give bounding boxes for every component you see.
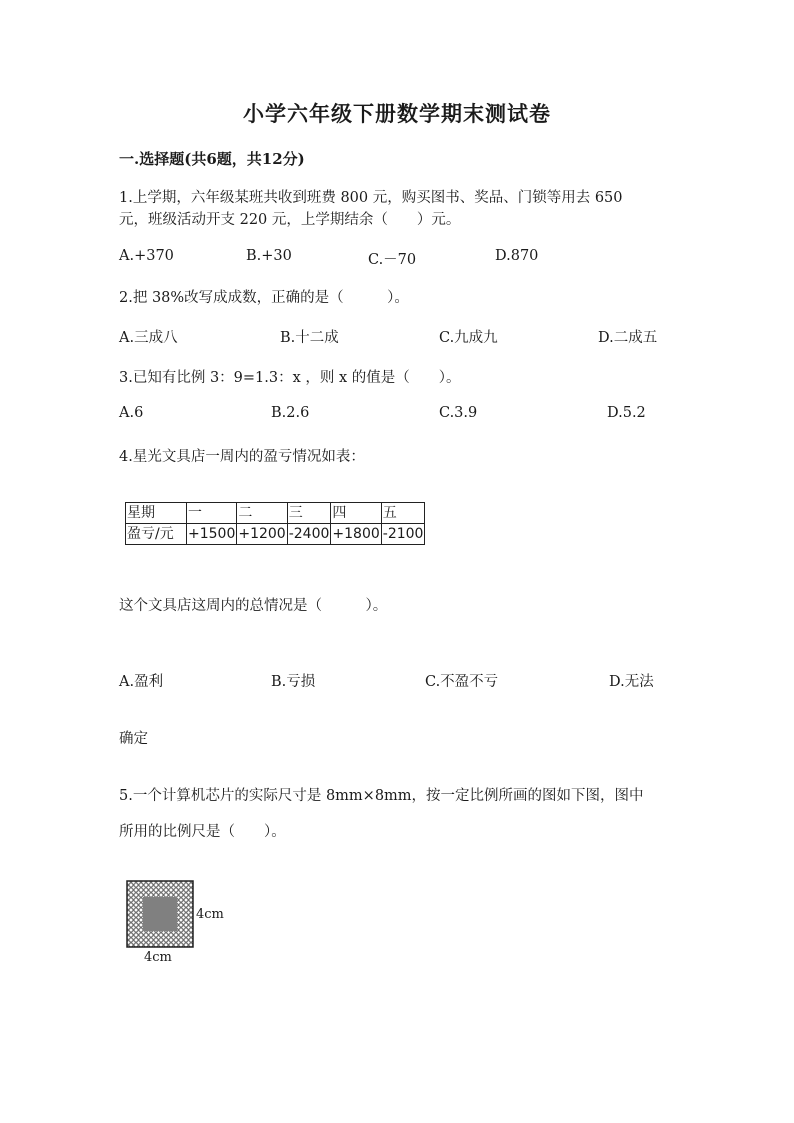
q2-option-b[interactable]: B.十二成 [280,330,339,346]
table-header-cell: 三 [287,503,331,524]
q4-option-c[interactable]: C.不盈不亏 [425,674,499,690]
chip-bottom-label: 4cm [144,950,172,965]
page-title: 小学六年级下册数学期末测试卷 [243,101,551,126]
question-5-line-1: 5.一个计算机芯片的实际尺寸是 8mm×8mm，按一定比例所画的图如下图，图中 [119,788,644,804]
section-heading: 一.选择题(共6题，共12分) [119,150,305,168]
q2-option-d[interactable]: D.二成五 [598,330,658,346]
question-1-line-1: 1.上学期，六年级某班共收到班费 800 元，购买图书、奖品、门锁等用去 650 [119,190,623,206]
profit-loss-table [125,502,425,545]
q4-option-b[interactable]: B.亏损 [271,674,316,690]
q4-option-a[interactable]: A.盈利 [119,674,164,690]
q2-option-c[interactable]: C.九成九 [439,330,498,346]
q1-option-b[interactable]: B.+30 [246,248,292,264]
q3-option-c[interactable]: C.3.9 [439,405,478,421]
table-header-cell: 四 [331,503,381,524]
q3-option-a[interactable]: A.6 [119,405,144,421]
q4-option-d-continued: 确定 [119,731,148,747]
table-cell: +1800 [331,524,381,545]
question-2-line-1: 2.把 38%改写成成数，正确的是（ ）。 [119,290,409,306]
question-3-line-1: 3.已知有比例 3：9=1.3：x ，则 x 的值是（ ）。 [119,370,461,386]
table-header-cell: 五 [381,503,425,524]
q4-option-d[interactable]: D.无法 [609,674,654,690]
table-cell: +1200 [237,524,287,545]
q2-option-a[interactable]: A.三成八 [119,330,178,346]
table-header-cell: 二 [237,503,287,524]
table-header-cell: 一 [187,503,237,524]
q1-option-d[interactable]: D.870 [495,248,539,264]
table-cell: -2400 [287,524,331,545]
question-5-line-2: 所用的比例尺是（ ）。 [119,824,286,840]
table-cell: -2100 [381,524,425,545]
q1-option-a[interactable]: A.+370 [119,248,174,264]
table-row [126,524,425,545]
q3-option-d[interactable]: D.5.2 [607,405,646,421]
chip-diagram [126,880,194,948]
chip-side-label: 4cm [196,907,224,922]
question-1-line-2: 元，班级活动开支 220 元，上学期结余（ ）元。 [119,212,461,228]
q3-option-b[interactable]: B.2.6 [271,405,310,421]
question-4-line-1: 4.星光文具店一周内的盈亏情况如表： [119,449,365,465]
table-cell: +1500 [187,524,237,545]
q1-option-c[interactable]: C.－70 [368,252,417,268]
question-4-prompt: 这个文具店这周内的总情况是（ ）。 [119,598,388,614]
table-row [126,503,425,524]
table-cell: 盈亏/元 [126,524,187,545]
table-header-cell: 星期 [126,503,187,524]
chip-figure [126,880,246,970]
